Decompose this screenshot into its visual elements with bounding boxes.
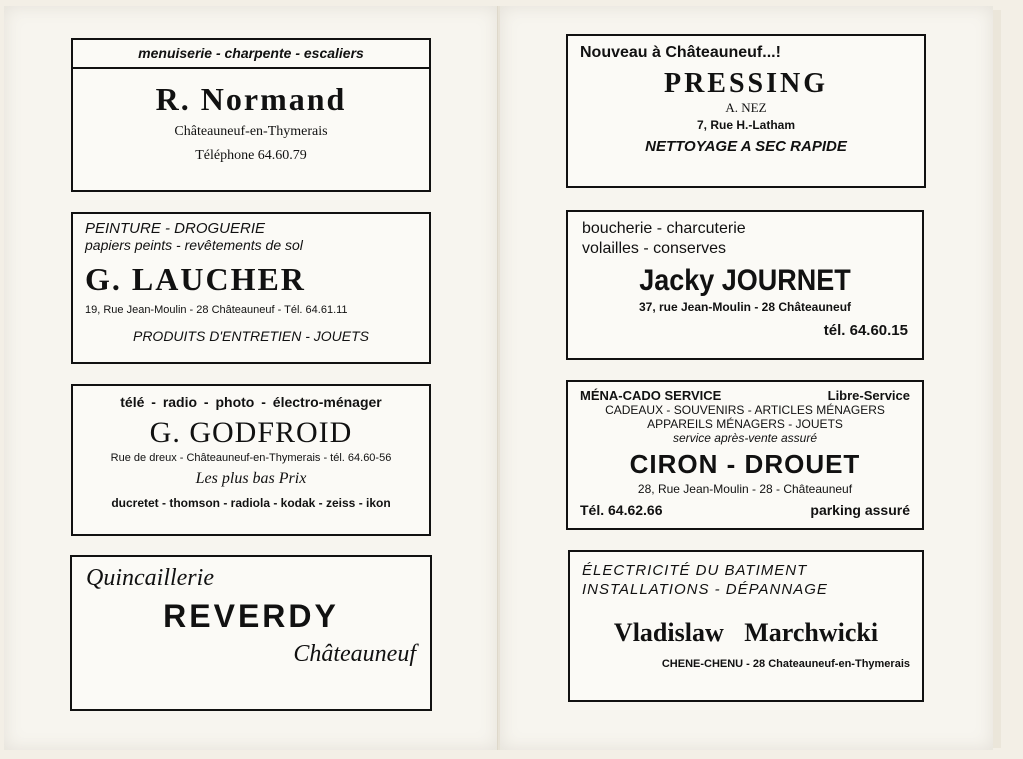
journet-name: Jacky JOURNET [639, 264, 851, 297]
ad-ciron-drouet [566, 380, 924, 530]
marchwicki-line2: INSTALLATIONS - DÉPANNAGE [582, 581, 828, 598]
normand-town: Châteauneuf-en-Thymerais [174, 124, 328, 139]
laucher-name: G. LAUCHER [85, 261, 306, 297]
ciron-line2: APPAREILS MÉNAGERS - JOUETS [647, 417, 843, 431]
godfroid-slogan: Les plus bas Prix [195, 470, 307, 487]
journet-address: 37, rue Jean-Moulin - 28 Châteauneuf [638, 300, 852, 314]
pressing-headline: Nouveau à Châteauneuf...! [580, 44, 781, 61]
page-edge [993, 10, 1001, 748]
godfroid-name: G. GODFROID [149, 416, 353, 449]
marchwicki-line1: ÉLECTRICITÉ DU BATIMENT [582, 562, 808, 579]
right-page [500, 6, 993, 750]
ciron-phone: Tél. 64.62.66 [580, 502, 663, 518]
reverdy-name: REVERDY [163, 598, 339, 634]
reverdy-town: Châteauneuf [293, 641, 416, 667]
ciron-header [580, 388, 910, 403]
marchwicki-address: CHENE-CHENU - 28 Chateauneuf-en-Thymerais [661, 658, 910, 670]
normand-trades: menuiserie - charpente - escaliers [73, 40, 429, 69]
ciron-footer [580, 502, 910, 518]
normand-name: R. Normand [155, 81, 347, 117]
ciron-tag: Libre-Service [827, 388, 910, 403]
godfroid-trades: télé - radio - photo - électro-ménager [120, 394, 382, 410]
ciron-address: 28, Rue Jean-Moulin - 28 - Châteauneuf [637, 482, 853, 496]
laucher-products: PRODUITS D'ENTRETIEN - JOUETS [132, 328, 370, 344]
ciron-name: CIRON - DROUET [629, 449, 861, 479]
ad-normand [71, 38, 431, 192]
pressing-name: PRESSING [663, 68, 829, 99]
journet-line2: volailles - conserves [582, 240, 727, 257]
godfroid-brands: ducretet - thomson - radiola - kodak - zeiss - ikon [111, 496, 391, 510]
journet-phone: tél. 64.60.15 [823, 322, 908, 339]
pressing-service: NETTOYAGE A SEC RAPIDE [645, 138, 847, 155]
pressing-address: 7, Rue H.-Latham [696, 118, 795, 132]
laucher-address: 19, Rue Jean-Moulin - 28 Châteauneuf - Tél. 64.61.11 [85, 304, 348, 316]
ad-laucher [71, 212, 431, 364]
ad-pressing [566, 34, 926, 188]
pressing-owner: A. NEZ [725, 100, 767, 115]
laucher-line1: PEINTURE - DROGUERIE [85, 220, 266, 237]
ciron-line1: CADEAUX - SOUVENIRS - ARTICLES MÉNAGERS [605, 403, 885, 417]
marchwicki-name: Vladislaw Marchwicki [613, 618, 879, 647]
ciron-parking: parking assuré [810, 502, 910, 518]
ad-reverdy [70, 555, 432, 711]
normand-phone: Téléphone 64.60.79 [195, 148, 307, 163]
journet-line1: boucherie - charcuterie [582, 220, 746, 237]
left-page [4, 6, 498, 750]
ciron-company: MÉNA-CADO SERVICE [580, 388, 722, 403]
reverdy-trade: Quincaillerie [86, 565, 214, 591]
ciron-line3: service après-vente assuré [672, 431, 818, 445]
ad-godfroid [71, 384, 431, 536]
godfroid-address: Rue de dreux - Châteauneuf-en-Thymerais - tél. 64.60-56 [110, 452, 392, 464]
ad-marchwicki [568, 550, 924, 702]
laucher-line2: papiers peints - revêtements de sol [85, 237, 303, 253]
ad-journet [566, 210, 924, 360]
